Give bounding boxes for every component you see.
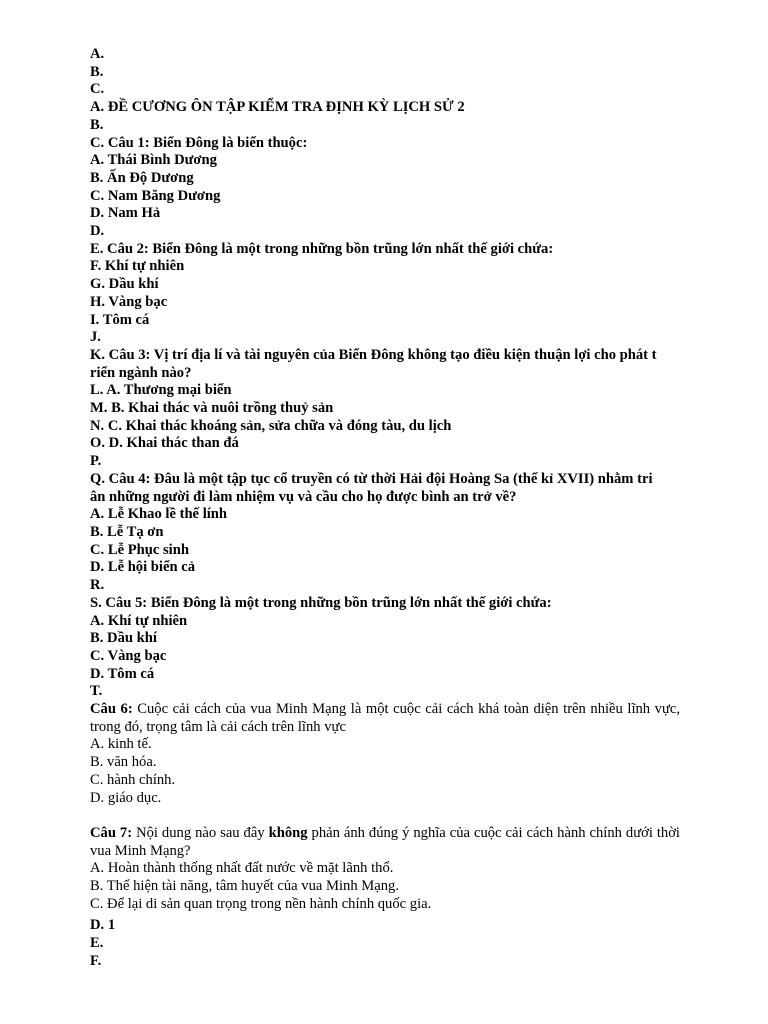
document-line: C. Vàng bạc (90, 647, 167, 664)
document-line: F. Khí tự nhiên (90, 258, 185, 275)
document-page (90, 46, 680, 971)
question-7-keyword: không (268, 824, 308, 841)
document-line: F. (90, 952, 102, 969)
document-line: B. (90, 63, 104, 80)
document-line: K. Câu 3: Vị trí địa lí và tài nguyên của Biển Đông không tạo điều kiện thuận lợi cho phát t (90, 346, 657, 363)
document-line: M. B. Khai thác và nuôi trồng thuỷ sản (90, 400, 334, 417)
document-line: R. (90, 577, 105, 594)
question-7-option-b: B. Thể hiện tài năng, tâm huyết của vua Minh Mạng. (90, 878, 399, 895)
question-7-text-before: Nội dung nào sau đây (132, 824, 269, 841)
document-line: B. (90, 116, 104, 133)
document-line: A. Thái Bình Dương (90, 152, 217, 169)
document-line: C. (90, 81, 105, 98)
document-line: P. (90, 453, 102, 470)
question-6-text: Cuộc cải cách của vua Minh Mạng là một cuộc cải cách khá toàn diện trên nhiều lĩnh vực, trong đó, trọng tâm là cải cách trên lĩnh vực (90, 701, 680, 735)
document-line: Q. Câu 4: Đâu là một tập tục cổ truyền có từ thời Hải đội Hoàng Sa (thế kỉ XVII) nhằm tri (90, 470, 653, 487)
question-7-label: Câu 7: (90, 824, 133, 841)
question-6-option-a: A. kinh tế. (90, 736, 152, 753)
document-line: A. Lễ Khao lề thế lính (90, 506, 228, 523)
document-line: C. Câu 1: Biển Đông là biển thuộc: (90, 134, 308, 151)
question-7-option-c: C. Để lại di sản quan trọng trong nền hành chính quốc gia. (90, 895, 432, 912)
document-line: B. Dầu khí (90, 630, 157, 647)
document-line: S. Câu 5: Biển Đông là một trong những bồn trũng lớn nhất thế giới chứa: (90, 594, 552, 611)
document-line: T. (90, 683, 103, 700)
document-line: G. Dầu khí (90, 276, 159, 293)
document-line: L. A. Thương mại biển (90, 382, 232, 399)
document-line: O. D. Khai thác than đá (90, 435, 239, 452)
trailing-lines (90, 917, 680, 970)
document-line: C. Lễ Phục sinh (90, 541, 189, 558)
document-line: A. Khí tự nhiên (90, 612, 188, 629)
document-line: C. Nam Băng Dương (90, 187, 221, 204)
document-line: D. (90, 223, 105, 240)
document-line: D. Lễ hội biển cả (90, 559, 195, 576)
document-line: E. Câu 2: Biển Đông là một trong những bồn trũng lớn nhất thế giới chứa: (90, 240, 554, 257)
question-6-label: Câu 6: (90, 701, 133, 718)
document-line: J. (90, 329, 101, 346)
question-6-option-c: C. hành chính. (90, 771, 176, 788)
blank-line (90, 807, 680, 825)
document-line: D. Tôm cá (90, 665, 155, 682)
document-line: N. C. Khai thác khoáng sản, sửa chữa và đóng tàu, du lịch (90, 417, 452, 434)
document-line: riển ngành nào? (90, 364, 192, 381)
document-line: D. 1 (90, 917, 116, 934)
question-7-text-after: phản ánh đúng ý nghĩa của cuộc cải cách hành chính dưới thời vua Minh Mạng? (90, 824, 680, 859)
document-line: A. (90, 46, 105, 62)
document-line: ân những người đi làm nhiệm vụ và cầu cho họ được bình an trở về? (90, 488, 517, 505)
question-7-option-a: A. Hoàn thành thống nhất đất nước về mặt lãnh thổ. (90, 860, 394, 877)
question-6 (90, 701, 680, 736)
document-line: A. ĐỀ CƯƠNG ÔN TẬP KIỂM TRA ĐỊNH KỲ LỊCH SỬ 2 (90, 99, 465, 116)
question-6-option-b: B. văn hóa. (90, 754, 157, 771)
question-6-option-d: D. giáo dục. (90, 789, 162, 806)
document-line: H. Vàng bạc (90, 293, 168, 310)
bold-question-block (90, 46, 680, 701)
document-line: D. Nam Hả (90, 205, 161, 222)
document-line: E. (90, 935, 104, 952)
document-line: I. Tôm cá (90, 311, 150, 328)
question-7 (90, 825, 680, 860)
document-line: B. Ấn Độ Dương (90, 169, 194, 186)
document-line: B. Lễ Tạ ơn (90, 523, 164, 540)
